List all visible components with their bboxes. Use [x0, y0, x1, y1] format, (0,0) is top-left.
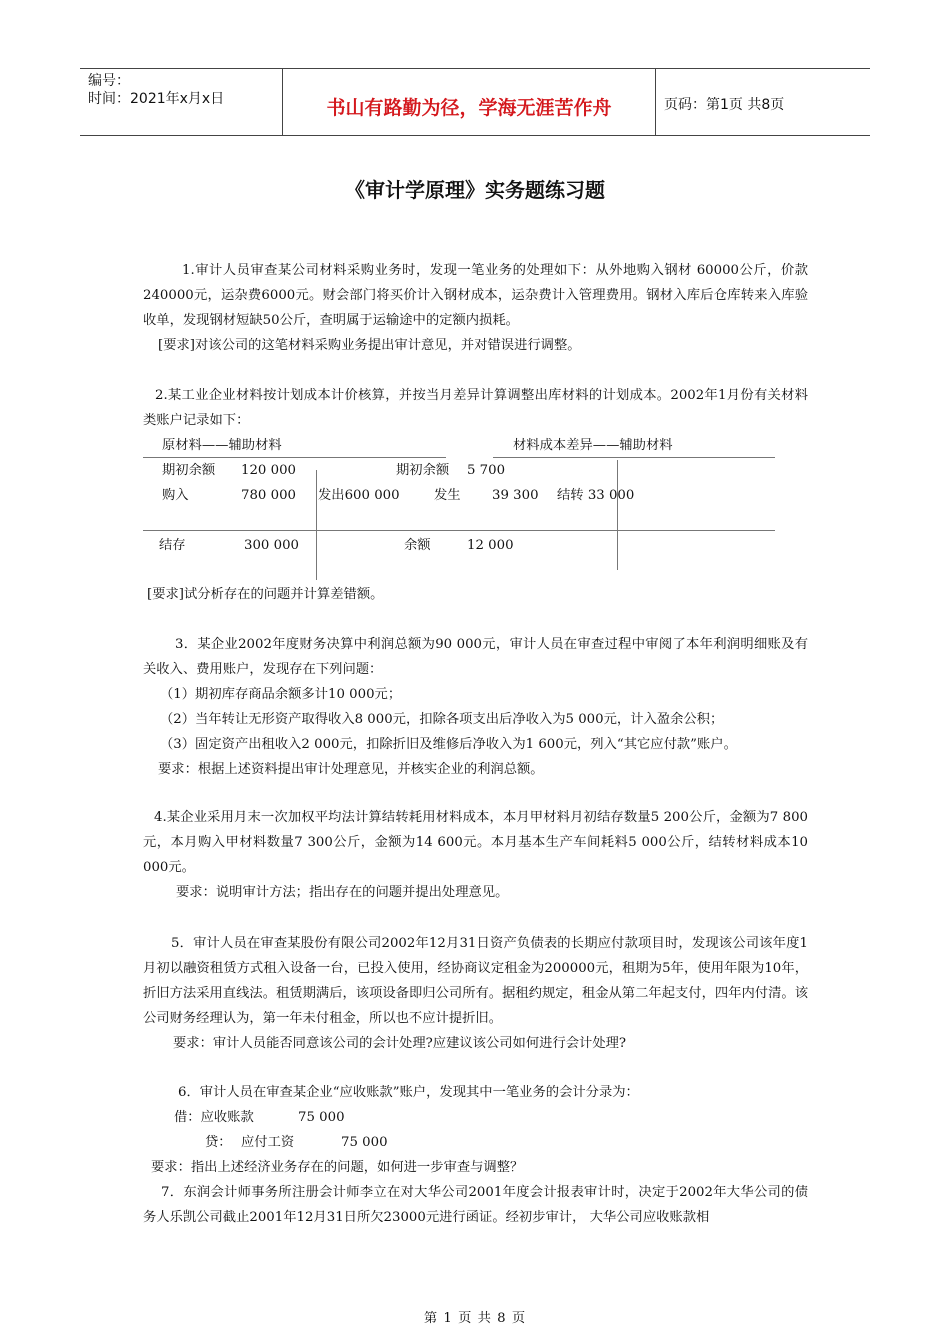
question-5-requirement: 要求：审计人员能否同意该公司的会计处理?应建议该公司如何进行会计处理? [173, 1036, 627, 1051]
question-3-item-2: （2）当年转让无形资产取得收入8 000元，扣除各项支出后净收入为5 000元，计入盈余公积； [160, 712, 724, 727]
a2-balance-label: 余额 [404, 538, 431, 553]
question-7 [143, 1180, 808, 1230]
a1-end-value: 300 000 [244, 538, 299, 553]
a2-transfer: 结转 33 000 [557, 488, 635, 503]
account-1-title: 原材料——辅助材料 [162, 438, 282, 453]
account-1-top-rule [143, 457, 446, 458]
question-2 [143, 383, 808, 433]
question-4 [143, 805, 808, 905]
account-1-bottom-rule [143, 530, 433, 531]
question-7-text: 7．东润会计师事务所注册会计师李立在对大华公司2001年度会计报表审计时，决定于2002年大华公司的债务人乐凯公司截止2001年12月31日所欠23000元进行函证。经初步审计， 大华公司应收账款相 [143, 1185, 808, 1225]
question-4-requirement: 要求：说明审计方法；指出存在的问题并提出处理意见。 [176, 885, 509, 900]
header-bottom-rule [80, 135, 870, 136]
header-left [88, 72, 224, 108]
question-6-requirement: 要求：指出上述经济业务存在的问题，如何进一步审查与调整？ [151, 1160, 524, 1175]
question-3-text: 3．某企业2002年度财务决算中利润总额为90 000元，审计人员在审查过程中审阅了本年利润明细账及有关收入、费用账户，发现存在下列问题： [143, 637, 808, 677]
account-2-bottom-rule [433, 530, 775, 531]
question-3-item-1: （1）期初库存商品余额多计10 000元； [160, 687, 402, 702]
question-3-requirement: 要求：根据上述资料提出审计处理意见，并核实企业的利润总额。 [158, 762, 544, 777]
credit-account: 应付工资 [241, 1135, 295, 1150]
credit-label: 贷： [205, 1135, 232, 1150]
account-2-title: 材料成本差异——辅助材料 [513, 438, 673, 453]
a2-open-value: 5 700 [467, 463, 506, 478]
account-2-center-rule [617, 460, 618, 570]
question-3-item-3: （3）固定资产出租收入2 000元，扣除折旧及维修后净收入为1 600元，列入“其它应付款”账户。 [160, 737, 737, 752]
question-2-requirement: [要求]试分析存在的问题并计算差错额。 [147, 587, 384, 602]
credit-value: 75 000 [341, 1135, 388, 1150]
header-divider [282, 68, 283, 136]
a1-out: 发出600 000 [318, 488, 400, 503]
code-label: 编号： [88, 73, 130, 89]
a1-buy-label: 购入 [162, 488, 189, 503]
question-1-text: 1.审计人员审查某公司材料采购业务时，发现一笔业务的处理如下：从外地购入钢材 60000公斤，价款240000元，运杂费6000元。财会部门将买价计入钢材成本，运杂费计入管理费用。钢材入库后仓库转来入库验收单，发现钢材短缺50公斤，查明属于运输途中的定额内损耗。 [143, 263, 808, 328]
question-5 [143, 931, 808, 1056]
account-2-top-rule [493, 457, 775, 458]
a2-occ-value: 39 300 [492, 488, 539, 503]
a1-buy-value: 780 000 [241, 488, 296, 503]
page-title: 《审计学原理》实务题练习题 [345, 178, 605, 202]
header-page-info: 页码：第1页 共8页 [664, 97, 785, 113]
date-label: 时间：2021年x月x日 [88, 91, 225, 107]
header-motto: 书山有路勤为径，学海无涯苦作舟 [326, 97, 612, 119]
a2-balance-value: 12 000 [467, 538, 514, 553]
a2-occ-label: 发生 [434, 488, 461, 503]
a2-open-label: 期初余额 [396, 463, 450, 478]
question-3 [143, 632, 808, 782]
debit-value: 75 000 [298, 1110, 345, 1125]
question-5-text: 5．审计人员在审查某股份有限公司2002年12月31日资产负债表的长期应付款项目时，发现该公司该年度1月初以融资租赁方式租入设备一台，已投入使用，经协商议定租金为200000元，租期为5年，使用年限为10年，折旧方法采用直线法。租赁期满后，该项设备即归公司所有。据租约规定，租金从第二年起支付，四年内付清。该公司财务经理认为，第一年未付租金，所以也不应计提折旧。 [143, 936, 808, 1026]
a1-open-label: 期初余额 [162, 463, 216, 478]
question-2-text: 2.某工业企业材料按计划成本计价核算，并按当月差异计算调整出库材料的计划成本。2002年1月份有关材料类账户记录如下： [143, 388, 808, 428]
question-6 [143, 1080, 808, 1105]
question-1-requirement: [要求]对该公司的这笔材料采购业务提出审计意见，并对错误进行调整。 [158, 338, 581, 353]
account-1-center-rule [316, 470, 317, 580]
debit-label: 借：应收账款 [174, 1110, 254, 1125]
header-top-rule [80, 68, 870, 69]
page-footer: 第 1 页 共 8 页 [423, 1311, 527, 1326]
a1-end-label: 结存 [159, 538, 186, 553]
header-divider [655, 68, 656, 136]
question-1 [143, 258, 808, 358]
question-4-text: 4.某企业采用月末一次加权平均法计算结转耗用材料成本，本月甲材料月初结存数量5 200公斤，金额为7 800元，本月购入甲材料数量7 300公斤，金额为14 600元。本月基本生产车间耗料5 000公斤，结转材料成本10 000元。 [143, 810, 808, 875]
a1-open-value: 120 000 [241, 463, 296, 478]
question-6-text: 6．审计人员在审查某企业“应收账款”账户，发现其中一笔业务的会计分录为： [178, 1085, 639, 1100]
